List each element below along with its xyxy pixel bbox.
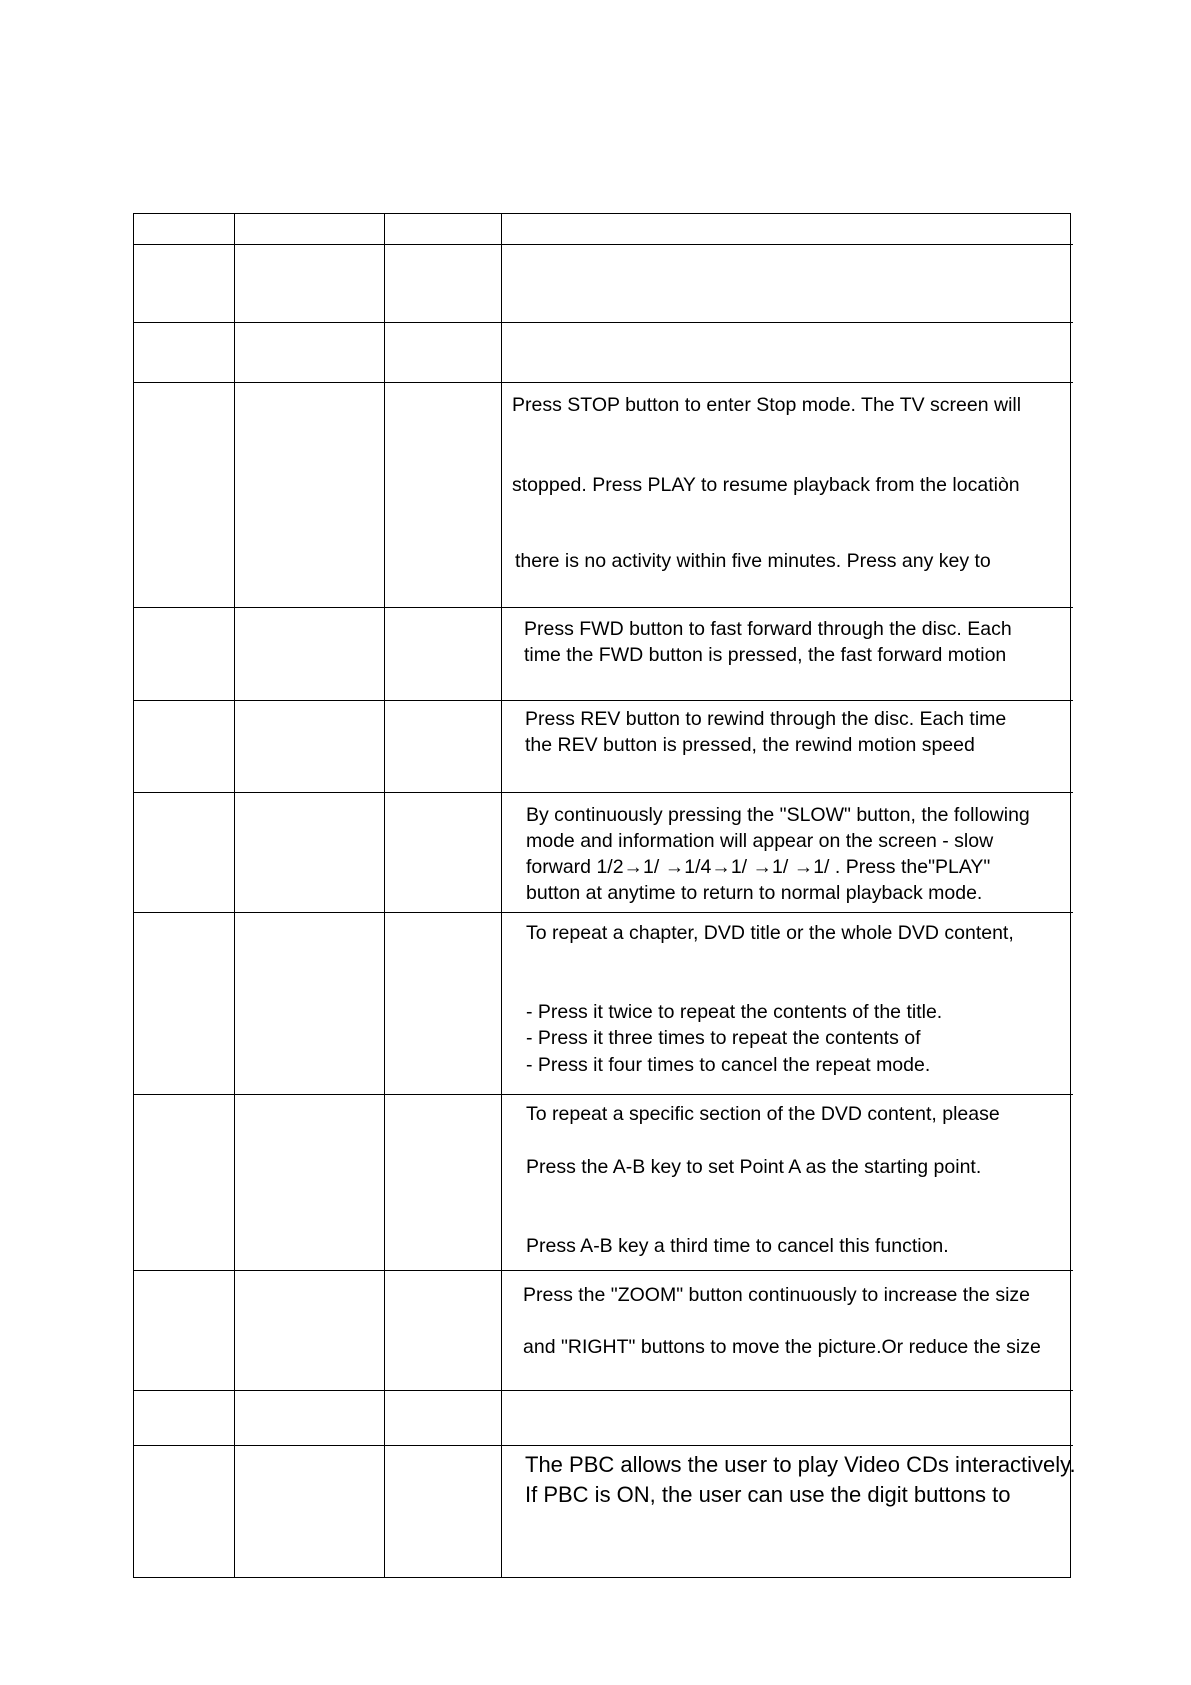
pbc-description-line: The PBC allows the user to play Video CDs interactively.: [525, 1452, 1076, 1477]
stop-description-line: stopped. Press PLAY to resume playback from the locatiòn: [512, 474, 1020, 496]
row-divider: [134, 322, 1073, 323]
row-divider: [134, 912, 1073, 913]
row-divider: [134, 382, 1073, 383]
row-divider: [134, 792, 1073, 793]
repeat-description-line: - Press it four times to cancel the repeat mode.: [526, 1054, 931, 1076]
row-divider: [134, 1270, 1073, 1271]
stop-description-line: there is no activity within five minutes. Press any key to: [515, 550, 991, 572]
ab-repeat-description-line: Press the A-B key to set Point A as the starting point.: [526, 1156, 982, 1178]
fwd-description-line: time the FWD button is pressed, the fast forward motion: [524, 644, 1007, 666]
slow-description-line: forward 1/2→1/ →1/4→1/ →1/ →1/ . Press the"PLAY": [526, 856, 991, 878]
slow-description-line: mode and information will appear on the screen - slow: [526, 830, 994, 852]
row-divider: [134, 1390, 1073, 1391]
row-divider: [134, 607, 1073, 608]
zoom-description-line: Press the "ZOOM" button continuously to increase the size: [523, 1284, 1030, 1306]
function-table: [133, 213, 1076, 1578]
fwd-description-line: Press FWD button to fast forward through the disc. Each: [524, 618, 1012, 640]
row-divider: [134, 700, 1073, 701]
ab-repeat-description-line: To repeat a specific section of the DVD content, please: [526, 1103, 1000, 1125]
repeat-description-line: To repeat a chapter, DVD title or the whole DVD content,: [526, 922, 1014, 944]
row-divider: [134, 1445, 1073, 1446]
pbc-description-line: If PBC is ON, the user can use the digit buttons to: [525, 1482, 1011, 1507]
stop-description-line: Press STOP button to enter Stop mode. The TV screen will: [512, 394, 1022, 416]
slow-description-line: button at anytime to return to normal playback mode.: [526, 882, 983, 904]
zoom-description-line: and "RIGHT" buttons to move the picture.Or reduce the size: [523, 1336, 1041, 1358]
rev-description-line: the REV button is pressed, the rewind motion speed: [525, 734, 975, 756]
row-divider: [134, 1094, 1073, 1095]
repeat-description-line: - Press it three times to repeat the contents of: [526, 1027, 921, 1049]
column-divider: [234, 214, 235, 1577]
slow-description-line: By continuously pressing the "SLOW" button, the following: [526, 804, 1030, 826]
rev-description-line: Press REV button to rewind through the disc. Each time: [525, 708, 1007, 730]
row-divider: [134, 244, 1073, 245]
ab-repeat-description-line: Press A-B key a third time to cancel this function.: [526, 1235, 949, 1257]
column-divider: [501, 214, 502, 1577]
column-divider: [384, 214, 385, 1577]
repeat-description-line: - Press it twice to repeat the contents of the title.: [526, 1001, 943, 1023]
